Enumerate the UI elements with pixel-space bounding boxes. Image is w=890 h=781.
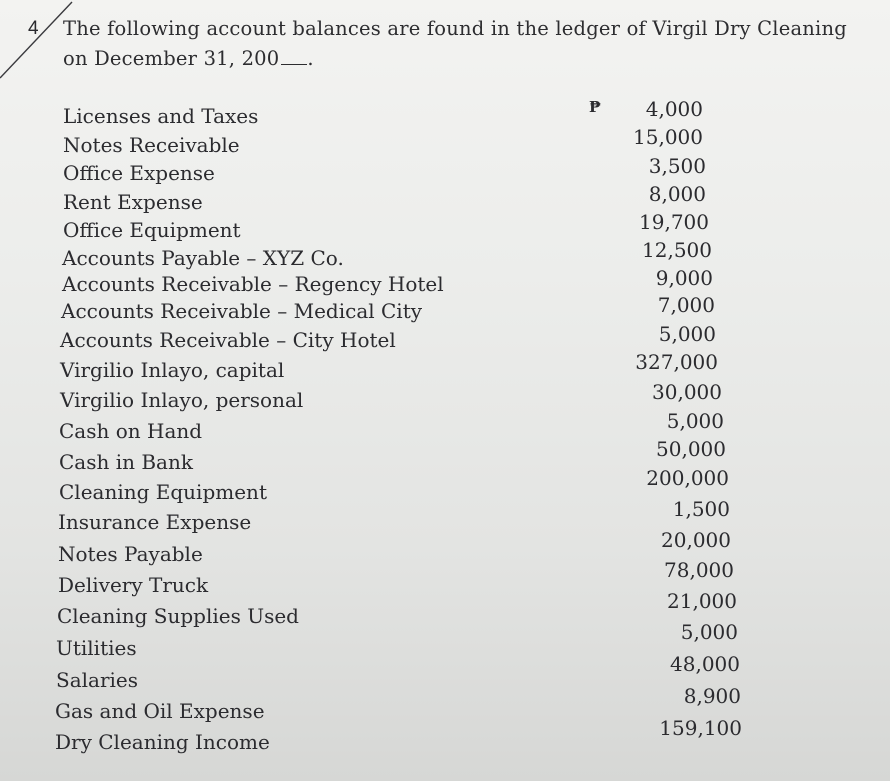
account-name: Cleaning Supplies Used	[57, 604, 299, 628]
peso-currency-symbol: ₱	[589, 98, 601, 116]
account-name: Accounts Payable – XYZ Co.	[62, 246, 344, 270]
account-amount: 15,000	[633, 125, 703, 149]
account-name: Licenses and Taxes	[63, 104, 259, 128]
account-amount: 20,000	[661, 528, 731, 552]
account-amount: 9,000	[655, 266, 713, 290]
problem-number: 4	[28, 18, 39, 39]
account-amount: 19,700	[639, 210, 709, 234]
account-amount: 5,000	[680, 620, 738, 644]
account-name: Notes Receivable	[63, 133, 240, 157]
account-name: Cleaning Equipment	[59, 480, 267, 504]
account-amount: 4,000	[645, 97, 703, 121]
account-name: Delivery Truck	[58, 573, 209, 597]
problem-date-end: .	[307, 47, 314, 70]
account-amount: 48,000	[670, 652, 740, 676]
account-amount: 8,900	[683, 684, 741, 708]
account-name: Office Expense	[63, 161, 215, 185]
account-amount: 7,000	[657, 293, 715, 317]
account-name: Insurance Expense	[58, 510, 252, 534]
account-name: Dry Cleaning Income	[55, 730, 270, 754]
account-amount: 12,500	[642, 238, 712, 262]
account-name: Notes Payable	[58, 542, 203, 566]
account-name: Utilities	[56, 636, 137, 660]
account-amount: 78,000	[664, 558, 734, 582]
account-amount: 200,000	[646, 466, 729, 490]
account-name: Accounts Receivable – Medical City	[61, 299, 423, 323]
account-name: Virgilio Inlayo, personal	[60, 388, 304, 412]
account-name: Accounts Receivable – City Hotel	[60, 328, 396, 352]
account-name: Gas and Oil Expense	[55, 699, 265, 723]
account-amount: 5,000	[666, 409, 724, 433]
account-name: Virgilio Inlayo, capital	[60, 358, 285, 382]
account-amount: 3,500	[648, 154, 706, 178]
account-name: Office Equipment	[63, 218, 241, 242]
account-name: Salaries	[56, 668, 139, 692]
account-amount: 21,000	[667, 589, 737, 613]
account-amount: 5,000	[658, 322, 716, 346]
account-name: Rent Expense	[63, 190, 203, 214]
account-amount: 50,000	[656, 437, 726, 461]
account-amount: 8,000	[648, 182, 706, 206]
account-amount: 327,000	[635, 350, 718, 374]
account-name: Cash on Hand	[59, 419, 203, 443]
account-name: Accounts Receivable – Regency Hotel	[62, 272, 444, 296]
problem-statement-line-1: The following account balances are found in the ledger of Virgil Dry Cleaning	[63, 17, 847, 40]
account-amount: 159,100	[659, 716, 742, 740]
account-name: Cash in Bank	[59, 450, 193, 474]
account-amount: 1,500	[672, 497, 730, 521]
problem-date-text: on December 31, 200	[63, 47, 280, 70]
account-amount: 30,000	[652, 380, 722, 404]
